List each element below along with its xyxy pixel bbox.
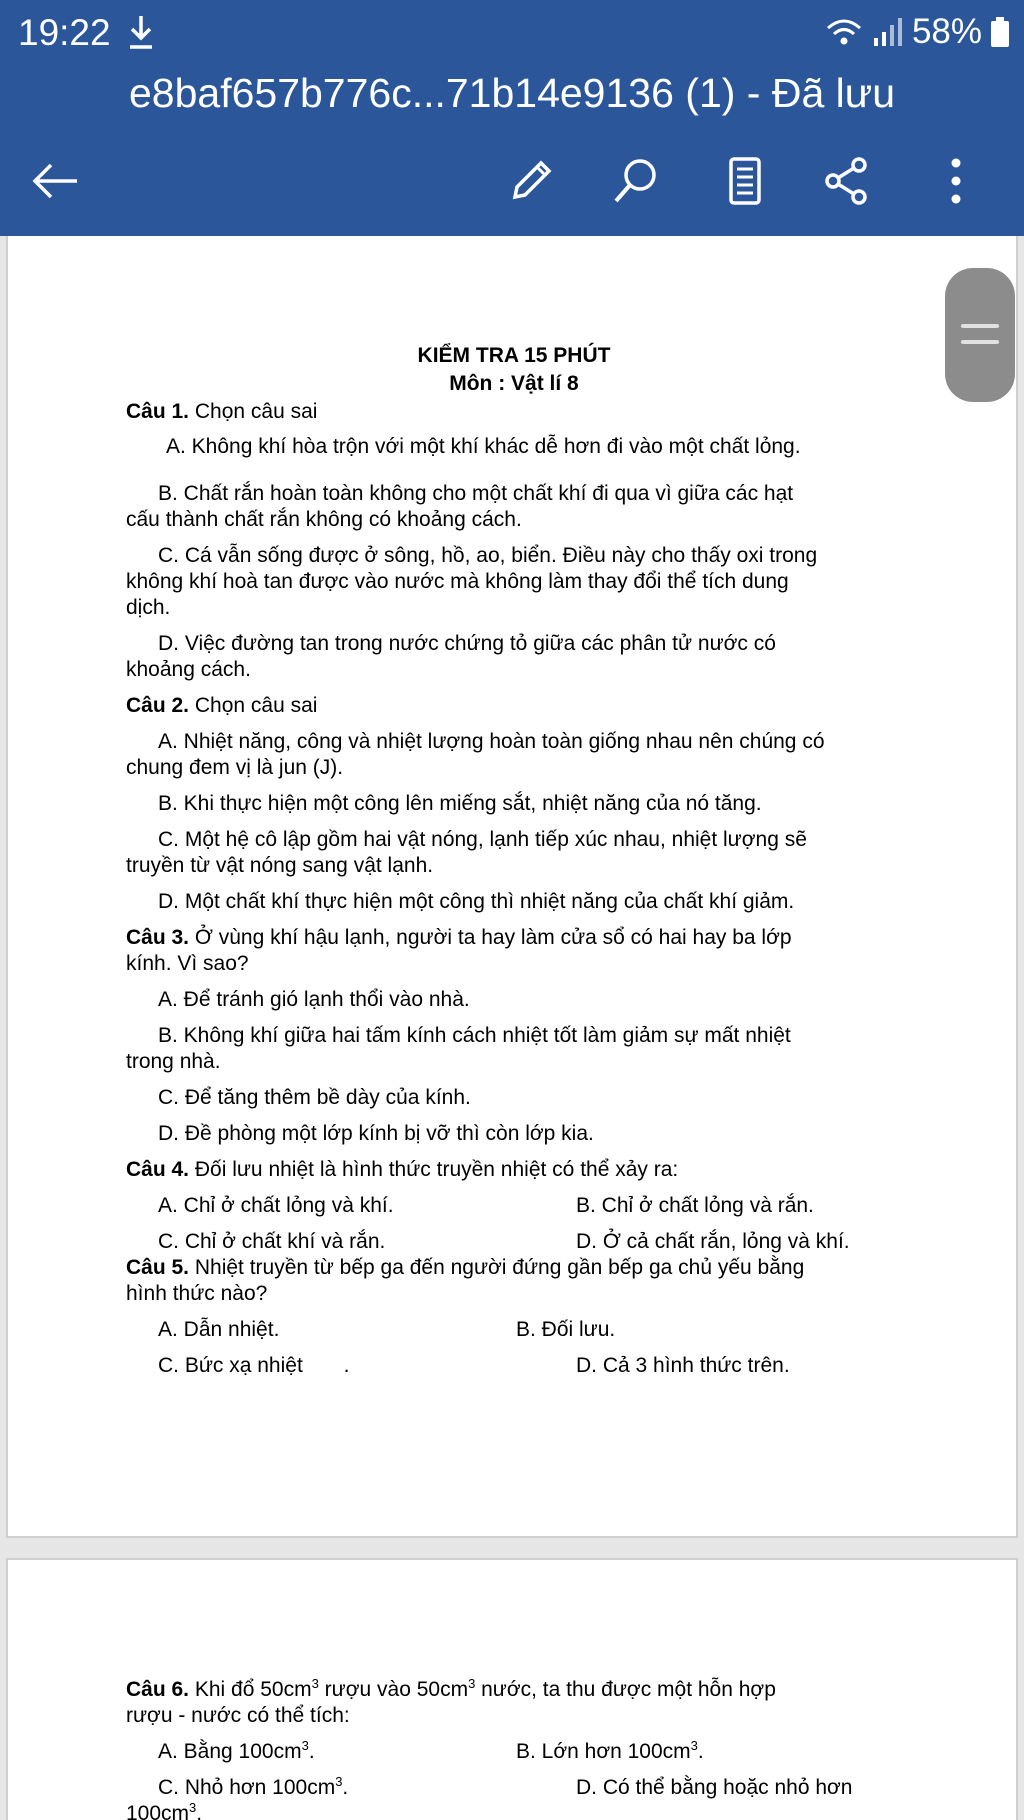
search-button[interactable] <box>603 148 669 214</box>
question-5-line2: hình thức nào? <box>126 1282 268 1305</box>
grip-line-icon <box>961 324 999 328</box>
q4-option-c: C. Chỉ ở chất khí và rắn. <box>158 1230 386 1253</box>
more-options-button[interactable] <box>923 148 989 214</box>
exam-subject: Môn : Vật lí 8 <box>449 372 579 395</box>
q2-option-c-line1: C. Một hệ cô lập gồm hai vật nóng, lạnh tiếp xúc nhau, nhiệt lượng sẽ <box>158 828 807 851</box>
q5-option-b: B. Đối lưu. <box>516 1318 616 1341</box>
document-page-2 <box>6 1558 1018 1820</box>
q1-option-b-line1: B. Chất rắn hoàn toàn không cho một chất khí đi qua vì giữa các hạt <box>158 482 794 505</box>
q1-option-d-line2: khoảng cách. <box>126 658 251 681</box>
q6-option-b: B. Lớn hơn $100cm^3$. <box>516 1738 704 1763</box>
q1-option-c-line2: không khí hoà tan được vào nước mà không làm thay đổi thể tích dung <box>126 570 789 593</box>
exam-title: KIỂM TRA 15 PHÚT <box>417 344 611 367</box>
q2-option-d: D. Một chất khí thực hiện một công thì nhiệt năng của chất khí giảm. <box>158 890 795 913</box>
status-icons <box>824 12 1010 52</box>
share-button[interactable] <box>814 148 880 214</box>
question-1: Câu 1. Chọn câu sai <box>126 400 318 423</box>
signal-icon <box>872 16 904 48</box>
q1-option-c-line1: C. Cá vẫn sống được ở sông, hồ, ao, biển. Điều này cho thấy oxi trong <box>158 544 818 567</box>
q3-option-b-line2: trong nhà. <box>126 1050 221 1073</box>
app-header <box>0 0 1024 236</box>
q2-option-b: B. Khi thực hiện một công lên miếng sắt, nhiệt năng của nó tăng. <box>158 792 762 815</box>
document-view-icon <box>725 155 765 207</box>
wifi-icon <box>824 16 864 48</box>
status-time: 19:22 <box>18 12 111 53</box>
question-2: Câu 2. Chọn câu sai <box>126 694 318 717</box>
q6-option-d-line1: D. Có thể bằng hoặc nhỏ hơn <box>576 1776 853 1799</box>
q4-option-a: A. Chỉ ở chất lỏng và khí. <box>158 1194 394 1217</box>
q6-option-d-line2: $100cm^3$. <box>126 1800 203 1820</box>
q2-option-a-line1: A. Nhiệt năng, công và nhiệt lượng hoàn toàn giống nhau nên chúng có <box>158 730 825 753</box>
q3-option-a: A. Để tránh gió lạnh thổi vào nhà. <box>158 988 470 1011</box>
document-title: e8baf657b776c...71b14e9136 (1) - Đã lưu <box>128 70 895 116</box>
back-button[interactable] <box>22 148 88 214</box>
q5-option-a: A. Dẫn nhiệt. <box>158 1318 280 1341</box>
question-3-line2: kính. Vì sao? <box>126 952 249 975</box>
search-icon <box>610 155 662 207</box>
q2-option-a-line2: chung đem vị là jun (J). <box>126 756 344 779</box>
reading-view-button[interactable] <box>712 148 778 214</box>
q1-option-d-line1: D. Việc đường tan trong nước chứng tỏ giữa các phân tử nước có <box>158 632 776 655</box>
battery-icon <box>990 16 1010 48</box>
q5-option-c: C. Bức xạ nhiệt . <box>158 1354 350 1377</box>
q6-option-c: C. Nhỏ hơn $100cm^3$. <box>158 1774 349 1799</box>
battery-percent: 58% <box>911 12 982 51</box>
share-icon <box>821 155 873 207</box>
scroll-handle[interactable] <box>945 268 1015 402</box>
edit-button[interactable] <box>498 148 564 214</box>
q1-option-a: A. Không khí hòa trộn với một khí khác dễ hơn đi vào một chất lỏng. <box>166 435 801 458</box>
q4-option-d: D. Ở cả chất rắn, lỏng và khí. <box>576 1230 850 1253</box>
grip-line-icon <box>961 340 999 344</box>
back-arrow-icon <box>29 161 81 201</box>
question-3: Câu 3. Ở vùng khí hậu lạnh, người ta hay làm cửa sổ có hai hay ba lớp <box>126 926 792 949</box>
q2-option-c-line2: truyền từ vật nóng sang vật lạnh. <box>126 854 434 877</box>
question-4: Câu 4. Đối lưu nhiệt là hình thức truyền nhiệt có thể xảy ra: <box>126 1158 679 1181</box>
download-icon <box>128 14 154 55</box>
question-6-line2: rượu - nước có thể tích: <box>126 1704 350 1727</box>
question-5: Câu 5. Nhiệt truyền từ bếp ga đến người đứng gần bếp ga chủ yếu bằng <box>126 1256 805 1279</box>
q6-option-a: A. Bằng $100cm^3$. <box>158 1738 315 1763</box>
q3-option-d: D. Đề phòng một lớp kính bị vỡ thì còn lớp kia. <box>158 1122 594 1145</box>
more-vertical-icon <box>946 155 966 207</box>
q3-option-b-line1: B. Không khí giữa hai tấm kính cách nhiệt tốt làm giảm sự mất nhiệt <box>158 1024 791 1047</box>
document-page-1 <box>6 236 1018 1538</box>
q1-option-b-line2: cấu thành chất rắn không có khoảng cách. <box>126 508 522 531</box>
q4-option-b: B. Chỉ ở chất lỏng và rắn. <box>576 1194 814 1217</box>
q5-option-d: D. Cả 3 hình thức trên. <box>576 1354 790 1377</box>
q3-option-c: C. Để tăng thêm bề dày của kính. <box>158 1086 471 1109</box>
pencil-icon <box>505 155 557 207</box>
q1-option-c-line3: dịch. <box>126 596 171 619</box>
question-6: Câu 6. Khi đổ $50cm^3$ rượu vào $50cm^3$ nước, ta thu được một hỗn hợp <box>126 1676 776 1701</box>
